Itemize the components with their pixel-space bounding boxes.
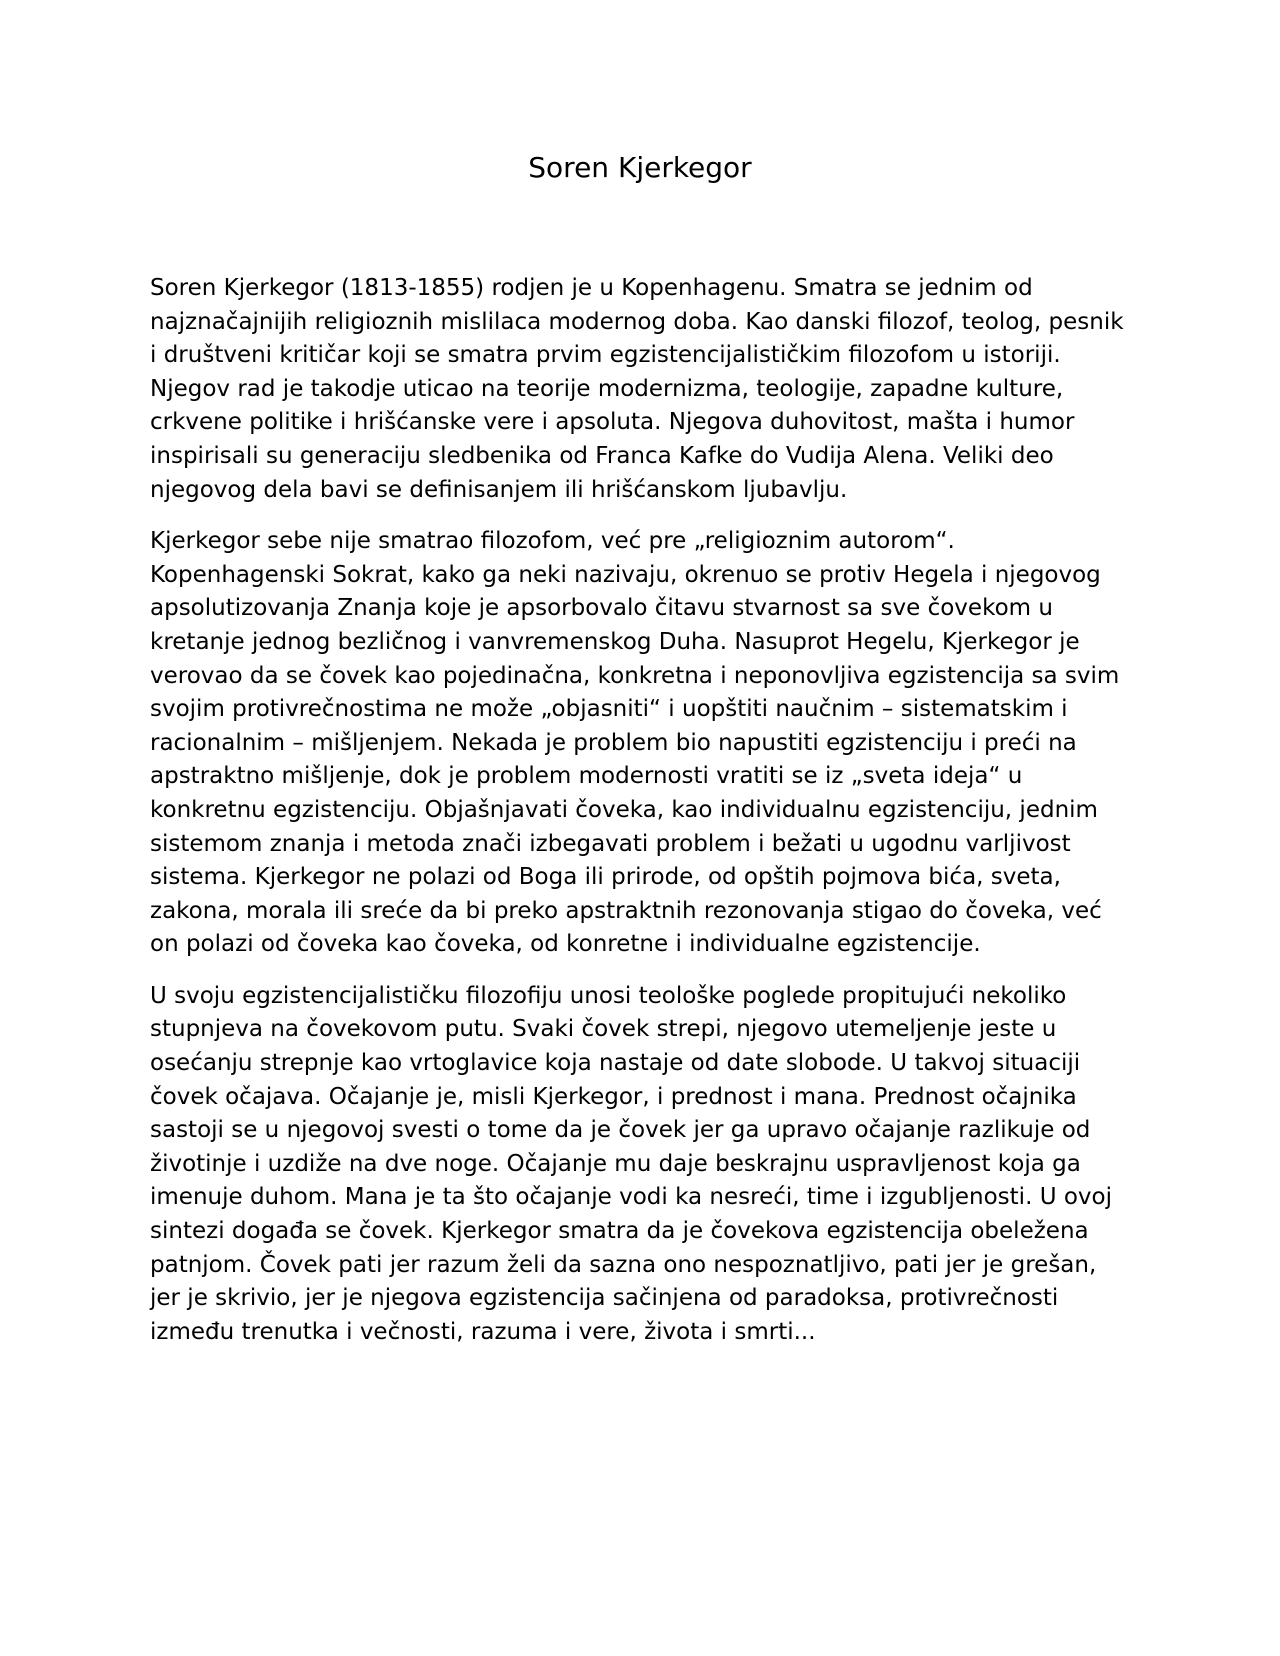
- paragraph-existentialism: U svoju egzistencijalističku filozofiju unosi teološke poglede propitujući nekoliko stupnjeva na čovekovom putu. Svaki čovek strepi, njegovo utemeljenje jeste u osećanju strepnje kao vrtoglavice koja nastaje od date slobode. U takvoj situaciji čovek očajava. Očajanje je, misli Kjerkegor, i prednost i mana. Prednost očajnika sastoji se u njegovoj svesti o tome da je čovek jer ga upravo očajanje razlikuje od životinje i uzdiže na dve noge. Očajanje mu daje beskrajnu uspravljenost koja ga imenuje duhom. Mana je ta što očajanje vodi ka nesreći, time i izgubljenosti. U ovoj sintezi događa se čovek. Kjerkegor smatra da je čovekova egzistencija obeležena patnjom. Čovek pati jer razum želi da sazna ono nespoznatljivo, pati jer je grešan, jer je skrivio, jer je njegova egzistencija sačinjena od paradoksa, protivrečnosti između trenutka i večnosti, razuma i vere, života i smrti...: [150, 982, 1112, 1345]
- document-body: [150, 272, 1130, 1367]
- paragraph-philosophy: Kjerkegor sebe nije smatrao filozofom, već pre „religioznim autorom“. Kopenhagenski Sokrat, kako ga neki nazivaju, okrenuo se protiv Hegela i njegovog apsolutizovanja Znanja koje je apsorbovalo čitavu stvarnost sa sve čovekom u kretanje jednog bezličnog i vanvremenskog Duha. Nasuprot Hegelu, Kjerkegor je verovao da se čovek kao pojedinačna, konkretna i neponovljiva egzistencija sa svim svojim protivrečnostima ne može „objasniti“ i uopštiti naučnim – sistematskim i racionalnim – mišljenjem. Nekada je problem bio napustiti egzistenciju i preći na apstraktno mišljenje, dok je problem modernosti vratiti se iz „sveta ideja“ u konkretnu egzistenciju. Objašnjavati čoveka, kao individualnu egzistenciju, jednim sistemom znanja i metoda znači izbegavati problem i bežati u ugodnu varljivost sistema. Kjerkegor ne polazi od Boga ili prirode, od opštih pojmova bića, sveta, zakona, morala ili sreće da bi preko apstraktnih rezonovanja stigao do čoveka, već on polazi od čoveka kao čoveka, od konretne i individualne egzistencije.: [150, 528, 1120, 958]
- page-title: Soren Kjerkegor: [528, 151, 752, 184]
- paragraph-intro: Soren Kjerkegor (1813-1855) rodjen je u Kopenhagenu. Smatra se jednim od najznačajnijih religioznih mislilaca modernog doba. Kao danski filozof, teolog, pesnik i društveni kritičar koji se smatra prvim egzistencijalističkim filozofom u istoriji. Njegov rad je takodje uticao na teorije modernizma, teologije, zapadne kulture, crkvene politike i hrišćanske vere i apsoluta. Njegova duhovitost, mašta i humor inspirisali su generaciju sledbenika od Franca Kafke do Vudija Alena. Veliki deo njegovog dela bavi se definisanjem ili hrišćanskom ljubavlju.: [150, 275, 1124, 503]
